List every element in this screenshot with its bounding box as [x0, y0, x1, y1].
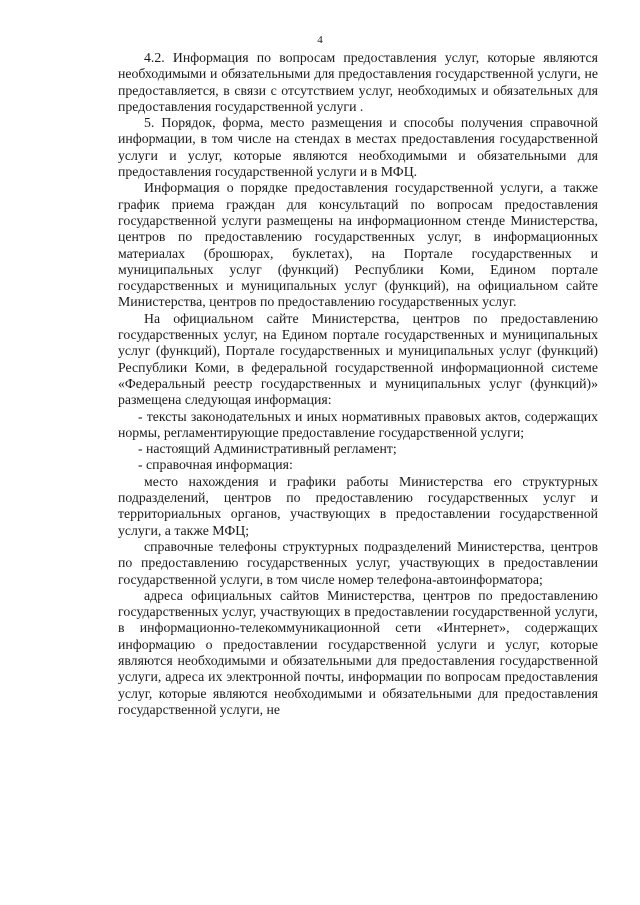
paragraph-official-site: На официальном сайте Министерства, центров по предоставлению государственных услуг, на Едином портале государственных и муниципальных услуг (функций), Портале государственных и муниципальных услуг (функций) Республики Коми, в федеральной государственной информационной системе «Федеральный реестр государственных и муниципальных услуг (функций)» размещена следующая информация:: [118, 310, 598, 408]
paragraph-5: 5. Порядок, форма, место размещения и способы получения справочной информации, в том числе на стендах в местах предоставления государственной услуги и услуг, которые являются необходимыми и обязательными для предоставления государственной услуги и в МФЦ.: [118, 115, 598, 180]
page-number: 4: [317, 34, 323, 46]
paragraph-websites: адреса официальных сайтов Министерства, центров по предоставлению государственных услуг, участвующих в предоставлении государственной услуги, в информационно-телекоммуникационной сети «Интернет», содержащих информацию о предоставлении государственной услуги и услуг, которые являются необходимыми и обязательными для предоставления государственной услуги, адреса их электронной почты, информации по вопросам предоставления услуг, которые являются необходимыми и обязательными для предоставления государственной услуги, не: [118, 587, 598, 717]
list-item-reference-info: - справочная информация:: [138, 457, 293, 473]
document-body: [118, 50, 598, 718]
list-item-legal-acts: - тексты законодательных и иных нормативных правовых актов, содержащих нормы, регламентирующие предоставление государственной услуги;: [118, 408, 598, 440]
list-item-regulation: - настоящий Административный регламент;: [138, 441, 397, 457]
paragraph-4-2: 4.2. Информация по вопросам предоставления услуг, которые являются необходимыми и обязательными для предоставления государственной услуги, не предоставляется, в связи с отсутствием услуг, необходимых и обязательных для предоставления государственной услуги .: [118, 50, 598, 114]
paragraph-info-placement: Информация о порядке предоставления государственной услуги, а также график приема граждан для консультаций по вопросам предоставления государственной услуги размещены на информационном стенде Министерства, центров по предоставлению государственных услуг, в информационных материалах (брошюрах, буклетах), на Портале государственных и муниципальных услуг (функций) Республики Коми, Едином портале государственных и муниципальных услуг (функций), на официальном сайте Министерства, центров по предоставлению государственных услуг.: [118, 180, 598, 310]
paragraph-locations: место нахождения и графики работы Министерства его структурных подразделений, центров по предоставлению государственных услуг и территориальных органов, участвующих в предоставлении государственной услуги, а также МФЦ;: [118, 473, 598, 538]
paragraph-phones: справочные телефоны структурных подразделений Министерства, центров по предоставлению государственных услуг, участвующих в предоставлении государственной услуги, в том числе номер телефона-автоинформатора;: [118, 538, 598, 587]
